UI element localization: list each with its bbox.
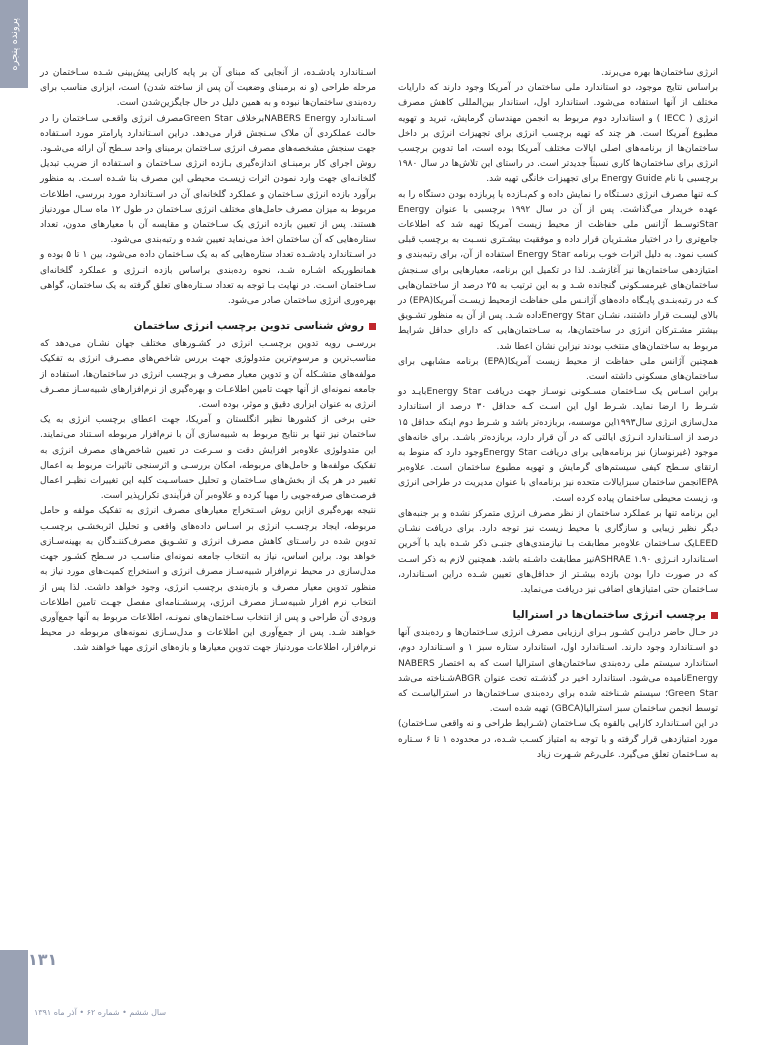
section-label: پرونده پنجره	[8, 17, 20, 71]
left-column	[40, 66, 376, 657]
right-column	[398, 66, 718, 763]
paragraph: انرژی ساختمان‌ها بهره می‌برند.	[601, 68, 718, 78]
section-tab	[0, 0, 28, 88]
paragraph: اسـتاندارد NABERS Energyبرخلاف Green Starمصرف انرژی واقعـی سـاختمان را در حالت عملکردی آن ملاک سـنجش قرار می‌دهد. دراین اسـتاندارد پارامتر مورد اسـتفاده جهت سنجش مشخصه‌های مصرف انرژی سـاختمان برمبنای واحد سـطح آن ارائه می‌شـود. روش اجرای کار برمبنـای اندازه‌گیری بـازده انرژی سـاختمان و اسـتفاده از ضریب تبدیل گلخانـه‌ای جهت وارد نمودن اثرات زیسـت محیطی این مصرف بنا شـده اسـت. به منظور برآورد بازده انرژی سـاختمان و عملکرد گلخانه‌ای آن در اسـتاندارد مورد بررسی، اطلاعات مربوط به میزان مصرف حامل‌های مختلف انرژی سـاختمان در طول ۱۲ ماه سـال موردنیاز هستند. پس از تعیین بازده انرژی یک سـاختمان و مقایسه آن با معیارهای مدون، تعداد ستاره‌هایی که آن ساختمان اخذ می‌نماید تعیین شده و رتبه‌بندی می‌شود.	[40, 113, 376, 246]
issue-info: سال ششم • شماره ۶۲ • آذر ماه ۱۳۹۱	[34, 1008, 167, 1017]
paragraph: در این اسـتاندارد کارایی بالقوه یک سـاختمان (شـرایط طراحی و نه واقعی سـاختمان) مورد امتیازدهی قرار گرفته و با توجه به امتیاز کسـب شـده، در محدوده ۱ تا ۶ سـتاره به سـاختمان تعلق می‌گیرد. علی‌رغم شـهرت زیاد	[398, 719, 719, 760]
heading-marker-icon	[711, 612, 718, 619]
paragraph: براین اسـاس یک سـاختمان مسـکونی نوسـاز جهت دریافت Energy Starبایـد دو شـرط را ارضا نماید. شـرط اول این اسـت کـه حداقل ۳۰ درصد از استاندارد مدل‌سازی انرژی سال۱۹۹۳این موسسه، بربازده‌تر باشد و شـرط دوم اینکه حداقل ۱۵ درصد از اسـتاندارد انـرژی ایالتی که در آن قرار دارد، بربازده‌تر باشـد. برای خانه‌های موجود (غیرنوساز) نیز برنامه‌هایی برای دریافت Energy Starوجود دارد که منوط به ارتقای سـطح کیفی سیستم‌های گرمایش و تهویه مطبوع ساختمان است. علاوه‌بر EPAانجمن ساختمان سبزایالات متحده نیز برنامه‌ای با عنوان مدیریت در طراحی انرژی و، زیست محیطی ساختمان پیاده کرده است.	[398, 387, 719, 504]
section-heading	[40, 319, 376, 333]
page-badge	[0, 950, 28, 1045]
paragraph: همچنین آژانس ملی حفاظت از محیط زیست آمریکا(EPA) برنامه مشابهی برای ساختمان‌های مسکونی داشته است.	[398, 356, 718, 383]
paragraph: در حـال حاضر درایـن کشـور بـرای ارزیابی مصرف انرژی سـاختمان‌ها و رده‌بندی آنها دو اسـتاندارد وجود دارند. اسـتاندارد اول، استاندارد ستاره سبز ۱ و اسـتاندارد دوم، استاندارد سیستم ملی رده‌بندی ساختمان‌های استرالیا است که به اختصار NABERS Energyنامیده می‌شود. استاندارد اخیر در گذشـته تحت عنوان ABGRشـناخته می‌شد Green Star؛ سیستم شـناخته شده برای رده‌بندی سـاختمان‌ها در استرالیاسـت که توسط انجمن ساختمان سبز استرالیا(GBCA) تهیه شده است.	[398, 628, 718, 715]
side-bar	[0, 0, 28, 1045]
paragraph: در اسـتاندارد یادشـده تعداد ستاره‌هایی که به یک سـاختمان داده می‌شود، بین ۱ تا ۵ بوده و همانطوریکه اشـاره شـد، نحوه رده‌بندی براساس بازده انـرژی و عملکرد گلخانه‌ای سـاختمان اسـت. در نهایت بـا توجه به تعداد سـتاره‌های تعلق گرفته به یک ساختمان، گواهی بهره‌وری انرژی ساختمان صادر می‌شود.	[40, 250, 376, 307]
heading-text: برچسب انرژی ساختمان‌ها در استرالیا	[512, 609, 706, 622]
paragraph: حتی برخی از کشورها نظیر انگلستان و آمریکا، جهت اعطای برچسب انرژی به یک ساختمان نیز تنها بر نتایج مربوط به شبیه‌سازی آن با نرم‌افزار مربوطه اسـتناد می‌نمایند. این متدولوژی علاوه‌بر افزایش دقت و سـرعت در تعیین شاخص‌های مصرف انرژی به تفکیک مولفه‌ها و حامل‌های مربوطه، امکان بررسـی و اثرسنجی تاثیرات مربوط به اعمال تغییر در هر یک از بخش‌های سـاختمان و تحلیل حساسـیت کلیه این تغییرات نظیـر اعمال فرصت‌های صرفه‌جویی را مهیا کرده و علاوه‌بر آن فرآیندی تکرارپذیر است.	[40, 415, 376, 502]
section-heading	[398, 608, 718, 622]
paragraph: اسـتاندارد یادشـده، از آنجایی که مبنای آن بر پایه کارایی پیش‌بینی شـده سـاختمان در مرحله طراحی (و نه برمبنای وضعیت آن پس از ساخته شدن) است، ابزاری مناسب برای رده‌بندی ساختمان‌ها نبوده و به همین دلیل در حال جایگزین‌شدن است.	[40, 68, 376, 109]
paragraph: کـه تنها مصرف انرژی دسـتگاه را نمایش داده و کم‌بـازده یا پربازده بودن دستگاه را به عهده خریدار می‌گذاشت. پس از آن در سال ۱۹۹۲ برچسبی با عنوان Energy Starتوسـط آژانس ملی حفاظت از محیط زیست آمریکا تهیه شد که اطلاعات جامع‌تری را در اختیار مشـتریان قرار داده و موفقیت بیشـتری نسـبت به برچسب قبلی کسب نمود. به دلیل اثرات خوب برنامه Energy Star استفاده از آن، برای رتبه‌بندی و امتیازدهی ساختمان‌ها نیز آغازشـد. لذا در تکمیل این برنامه، معیارهایی برای سـنجش ساختمان‌های غیرمسـکونی گنجانده شـد و به این ترتیب به ۲۵ درصد از ساختمان‌هایی کـه در رتبه‌بنـدی پایـگاه داده‌های آژانـس ملی حفاظت ازمحیط زیسـت آمریکا(EPA) در بالای لیسـت قرار داشتند، نشـان Energy Starداده شـد. پس از آن به منظور تشـویق بیشتر مشـترکان انرژی در ساختمان‌ها، به سـاختمان‌هایی که دارای حداقل شرایط مربوط به ساختمان‌های منتخب بودند نیزاین نشان اعطا شد.	[398, 189, 719, 352]
paragraph: این برنامه تنها بر عملکرد ساختمان از نظر مصرف انرژی متمرکز نشده و بر جنبه‌های دیگر نظیر زیبایی و سازگاری با محیط زیست نیز توجه دارد. برای دریافت نشـان LEEDیک سـاختمان علاوه‌بر مطابقت بـا نیازمندی‌های جنبـی ذکر شـده باید با آخرین اسـتاندارد انـرژی ۱.۹۰ ASHRAEنیز مطابقت داشـته باشد. همچنین لازم به ذکر اسـت که در صورت دارا بودن بازده بیشـتر از حداقل‌های تعیین شـده دراین اسـتاندارد، سـاختمان حتی امتیازهای اضافی نیز دریافت می‌نماید.	[398, 508, 718, 595]
page-number: ۱۳۱	[28, 950, 58, 969]
heading-text: روش شناسی تدوین برچسب انرژی ساختمان	[133, 320, 364, 333]
paragraph: بررسـی رویه تدوین برچسـب انرژی در کشـورهای مختلف جهان نشـان می‌دهد که مناسب‌ترین و مرسوم‌ترین متدولوژی جهت بررس شاخص‌های مصـرف انرژی به تفکیک مولفه‌های متشـکله آن و تدوین معیار مصرف و برچسب انرژی در ساختمان‌ها، استفاده از جامعه نمونه‌ای از آنها جهت تامین اطلاعـات و بهره‌گیری از نرم‌افزارهای شبیه‌سـاز مصـرف انرژی به عنوان ابزاری دقیق و موثر، بوده است.	[40, 339, 376, 411]
heading-marker-icon	[369, 323, 376, 330]
paragraph: نتیجه بهره‌گیری ازاین روش اسـتخراج معیارهای مصرف انرژی به تفکیک مولفه و حامل مربوطه، ایجاد برچسـب انرژی بر اسـاس داده‌های واقعی و تحلیل اثربخشـی برچسـب تدوین شده در راسـتای کاهش مصرف انرژی و تشـویق مصرف‌کننـدگان به بهینه‌سـازی خواهد بود. براین اساس، نیاز به انتخاب جامعه نمونه‌ای مناسـب در سـطح کشـور جهت مدل‌سازی در محیط نرم‌افزار شبیه‌سـاز مصرف انرژی و استخراج کمیت‌های مورد نیاز به منظور تدوین معیار مصرف و بازه‌بندی برچسب انرژی، وجود خواهد داشت. لذا پس از انتخاب نرم افزار شبیه‌سـاز مصرف انرژی، پرسشـنامه‌ای مفصل جهـت تامین اطلاعات ورودی آن طراحی و پس از انتخاب سـاختمان‌های نمونـه، اطلاعات مربوط به آنها جمع‌آوری خواهند شـد. پس از جمع‌آوری این اطلاعات و مدل‌سـازی نمونه‌های مربوطه در محیط نرم‌افزار، اطلاعات موردنیاز جهت تدوین معیارها و بازه‌های انرژی مهیا خواهند شد.	[40, 506, 376, 654]
paragraph: براساس نتایج موجود، دو استاندارد ملی ساختمان در آمریکا وجود دارند که دارایات مختلف از آنها استفاده می‌شود. استاندارد اول، استاندار بین‌المللی کاهش مصرف انرژی ( IECC ) و استاندارد دوم مربوط به انجمن مهندسان گرمایش، تبرید و تهویه مطبوع آمریکا است. هر چند که تهیه برچسب انرژی برای تجهیزات انرژی بر داخل ساختمان‌ها از برنامه‌های اصلی ایالات مختلف آمریکا بوده است، اما تدوین برچسب انرژی برای ساختمان‌ها کاری نسبتاً جدیدتر است. در راستای این تلاش‌ها در سال ۱۹۸۰ برچسبی با نام Energy Guide برای تجهیزات خانگی تهیه شد.	[398, 83, 718, 185]
